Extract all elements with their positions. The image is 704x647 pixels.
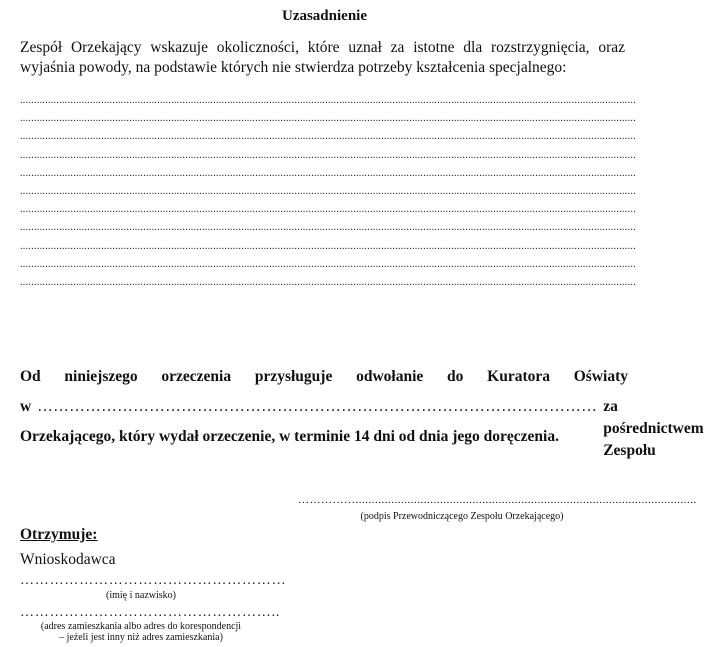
justification-line[interactable]: ............................................................................................................................................................................................................................ [20, 167, 636, 179]
justification-line[interactable]: ............................................................................................................................................................................................................................ [20, 149, 636, 161]
justification-line[interactable]: ............................................................................................................................................................................................................................ [20, 240, 636, 252]
justification-line[interactable]: ............................................................................................................................................................................................................................ [20, 258, 636, 270]
applicant-label: Wnioskodawca [20, 551, 116, 568]
justification-line[interactable]: ............................................................................................................................................................................................................................ [20, 131, 636, 143]
justification-line[interactable]: ............................................................................................................................................................................................................................ [20, 277, 636, 288]
justification-line[interactable]: ............................................................................................................................................................................................................................ [20, 113, 636, 125]
justification-line[interactable]: ............................................................................................................................................................................................................................ [20, 222, 636, 234]
address-caption-line-2: – jeżeli jest inny niż adres zamieszkania) [59, 632, 223, 643]
name-caption: (imię i nazwisko) [106, 590, 176, 601]
intro-line-2: wyjaśnia powody, na podstawie których nie stwierdza potrzeby kształcenia specjalnego: [20, 59, 567, 76]
signature-field[interactable]: ……………......................................................................................................... [298, 494, 697, 506]
address-caption-line-1: (adres zamieszkania albo adres do korespondencji [40, 621, 242, 632]
appeal-suffix: za pośrednictwem Zespołu [603, 398, 704, 459]
curator-name-field[interactable]: …………………………………………………………………………………………… [37, 398, 598, 415]
name-field[interactable]: ……………………………………………… [20, 573, 287, 588]
intro-line-1: Zespół Orzekający wskazuje okoliczności, które uznał za istotne dla rozstrzygnięcia, oraz [20, 39, 625, 56]
justification-line[interactable]: ............................................................................................................................................................................................................................ [20, 204, 636, 216]
justification-line[interactable]: ............................................................................................................................................................................................................................ [20, 95, 636, 106]
appeal-line-1: Od niniejszego orzeczenia przysługuje odwołanie do Kuratora Oświaty [20, 368, 628, 385]
signature-caption: (podpis Przewodniczącego Zespołu Orzekającego) [360, 511, 564, 522]
appeal-prefix: w [20, 398, 32, 415]
appeal-line-3: Orzekającego, który wydał orzeczenie, w terminie 14 dni od dnia jego doręczenia. [20, 428, 559, 445]
intro-paragraph [20, 38, 625, 78]
address-field[interactable]: …………………………………………….. [20, 605, 281, 620]
address-caption [20, 621, 262, 643]
receivers-heading: Otrzymuje: [20, 526, 98, 543]
justification-line[interactable]: ............................................................................................................................................................................................................................ [20, 186, 636, 197]
section-title: Uzasadnienie [281, 8, 367, 24]
